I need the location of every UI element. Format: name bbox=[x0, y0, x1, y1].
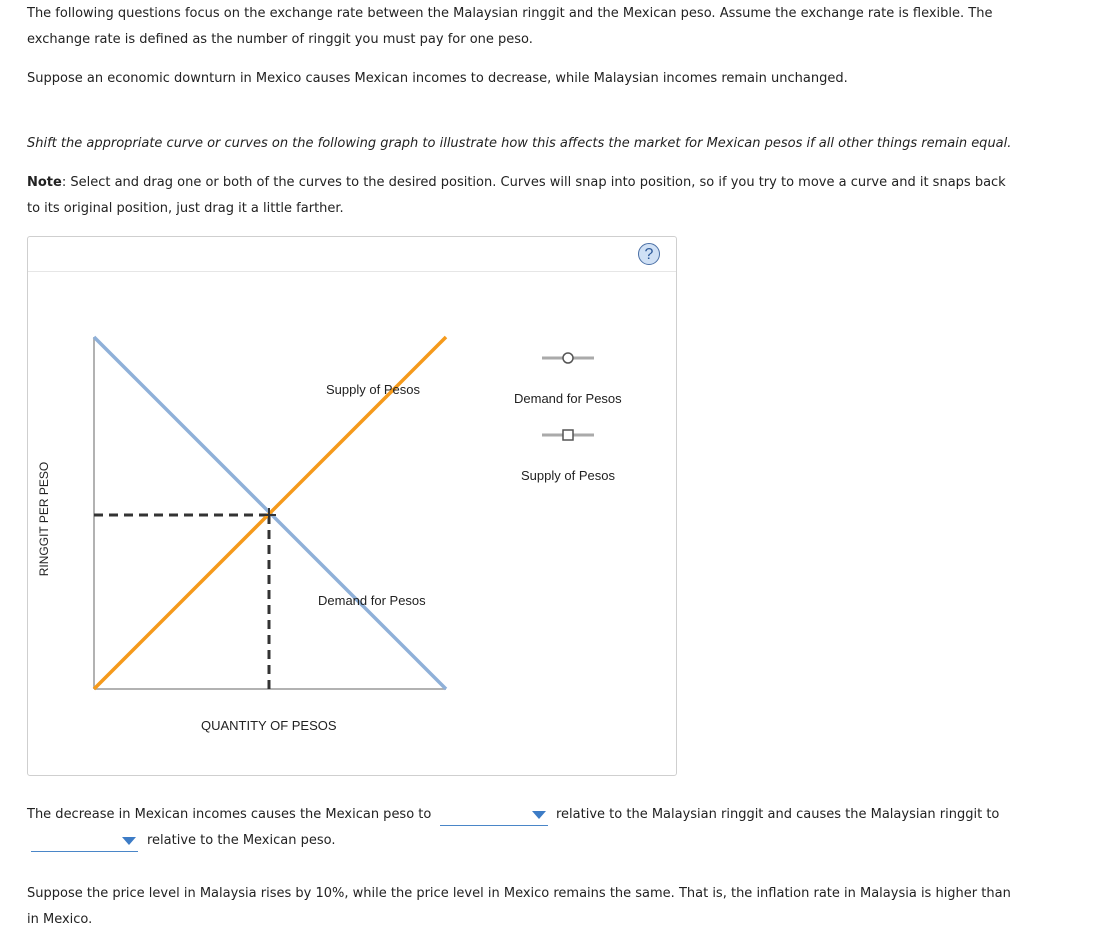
graph-canvas bbox=[28, 237, 676, 775]
peso-direction-dropdown[interactable] bbox=[440, 805, 548, 826]
chevron-down-icon bbox=[122, 837, 136, 845]
note-text: : Select and drag one or both of the curves to the desired position. Curves will snap into position, so if you try to move a curve and it snaps back bbox=[61, 175, 1006, 190]
chevron-down-icon bbox=[532, 811, 546, 819]
legend-demand-tool[interactable] bbox=[542, 353, 594, 363]
intro-line-1: The following questions focus on the exchange rate between the Malaysian ringgit and the Mexican peso. Assume the exchange rate is flexible. The bbox=[27, 6, 993, 21]
legend-demand-label: Demand for Pesos bbox=[514, 391, 622, 406]
instruction-text: Shift the appropriate curve or curves on the following graph to illustrate how this affects the market for Mexican pesos if all other things remain equal. bbox=[27, 136, 1012, 151]
question1-part3: relative to the Mexican peso. bbox=[147, 833, 336, 848]
ringgit-direction-dropdown[interactable] bbox=[31, 831, 138, 852]
followup-line-1: Suppose the price level in Malaysia rises by 10%, while the price level in Mexico remains the same. That is, the inflation rate in Malaysia is higher than bbox=[27, 886, 1011, 901]
square-handle-icon[interactable] bbox=[563, 430, 573, 440]
question1-part1: The decrease in Mexican incomes causes the Mexican peso to bbox=[27, 807, 432, 822]
graph-panel bbox=[27, 236, 677, 776]
scenario-text: Suppose an economic downturn in Mexico causes Mexican incomes to decrease, while Malaysian incomes remain unchanged. bbox=[27, 71, 848, 86]
x-axis-label: QUANTITY OF PESOS bbox=[201, 718, 337, 733]
demand-curve-label: Demand for Pesos bbox=[318, 593, 426, 608]
help-icon[interactable]: ? bbox=[638, 243, 660, 265]
legend-supply-tool[interactable] bbox=[542, 430, 594, 440]
followup-line-2: in Mexico. bbox=[27, 912, 93, 927]
intro-line-2: exchange rate is defined as the number of ringgit you must pay for one peso. bbox=[27, 32, 533, 47]
legend-supply-label: Supply of Pesos bbox=[521, 468, 615, 483]
y-axis-label: RINGGIT PER PESO bbox=[37, 461, 51, 577]
circle-handle-icon[interactable] bbox=[563, 353, 573, 363]
note-line-2: to its original position, just drag it a little farther. bbox=[27, 201, 344, 216]
note-label: Note bbox=[27, 175, 62, 190]
supply-curve-label: Supply of Pesos bbox=[326, 382, 420, 397]
note-line-1 bbox=[27, 170, 1006, 196]
question1-part2: relative to the Malaysian ringgit and causes the Malaysian ringgit to bbox=[556, 807, 1000, 822]
